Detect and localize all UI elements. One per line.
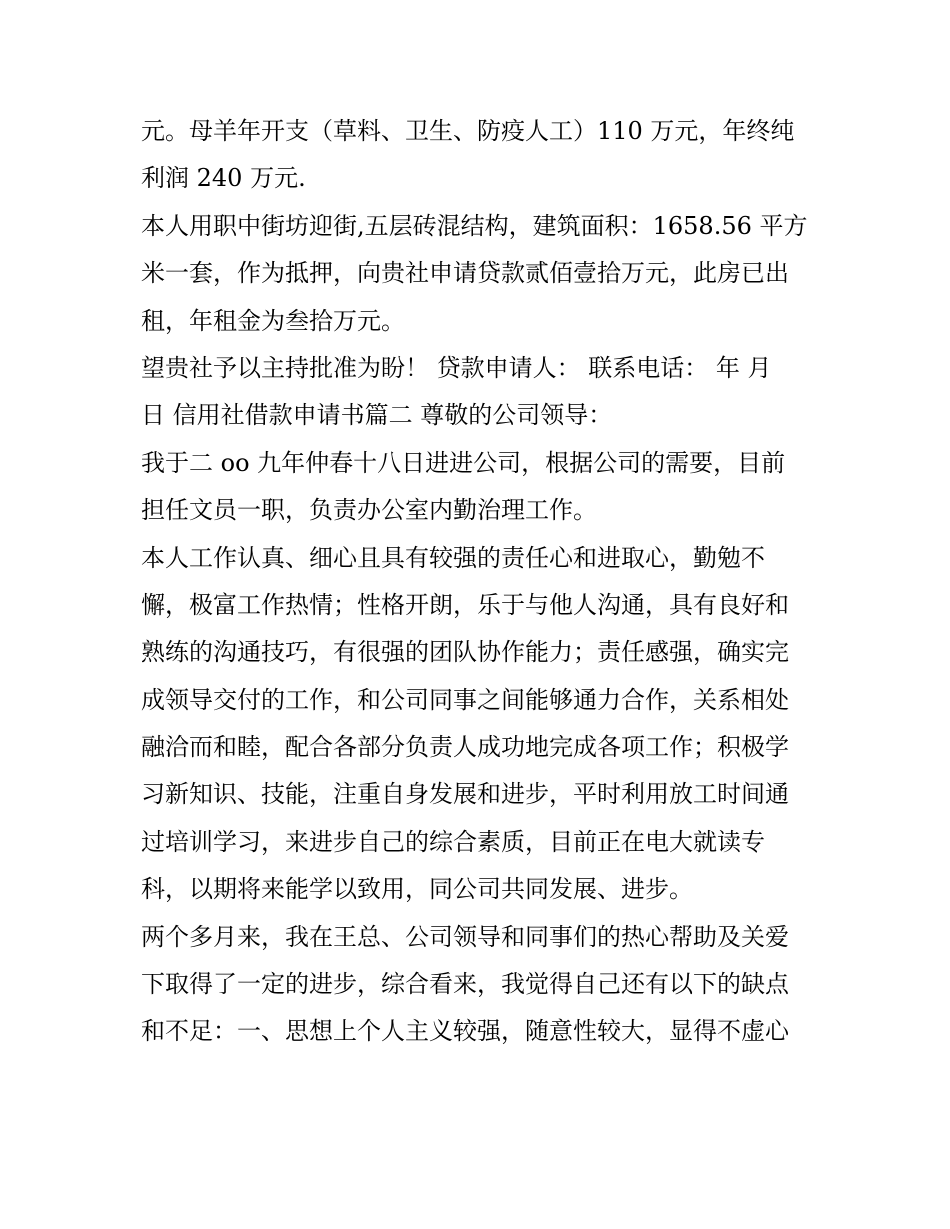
text-line: 米一套，作为抵押，向贵社申请贷款贰佰壹拾万元，此房已出 bbox=[141, 259, 789, 288]
text-line: 本人用职中街坊迎街,五层砖混结构，建筑面积：1658.56 平方 bbox=[141, 211, 808, 240]
text-line: 日 信用社借款申请书篇二 尊敬的公司领导： bbox=[141, 401, 613, 430]
text-line: 本人工作认真、细心且具有较强的责任心和进取心，勤勉不 bbox=[141, 543, 765, 572]
text-line: 融洽而和睦，配合各部分负责人成功地完成各项工作；积极学 bbox=[141, 733, 789, 762]
text-line: 和不足：一、思想上个人主义较强，随意性较大，显得不虚心 bbox=[141, 1017, 789, 1046]
document-body bbox=[141, 108, 821, 1056]
text-line: 成领导交付的工作，和公司同事之间能够通力合作，关系相处 bbox=[141, 685, 789, 714]
text-line: 懈，极富工作热情；性格开朗，乐于与他人沟通，具有良好和 bbox=[141, 590, 789, 619]
text-line: 担任文员一职，负责办公室内勤治理工作。 bbox=[141, 496, 597, 525]
text-line: 习新知识、技能，注重自身发展和进步，平时利用放工时间通 bbox=[141, 780, 789, 809]
text-line: 过培训学习，来进步自己的综合素质，目前正在电大就读专 bbox=[141, 827, 765, 856]
text-line: 熟练的沟通技巧，有很强的团队协作能力；责任感强，确实完 bbox=[141, 638, 789, 667]
text-line: 我于二 oo 九年仲春十八日进进公司，根据公司的需要，目前 bbox=[141, 448, 786, 477]
text-line: 望贵社予以主持批准为盼！ 贷款申请人： 联系电话： 年 月 bbox=[141, 353, 772, 382]
text-line: 元。母羊年开支（草料、卫生、防疫人工）110 万元，年终纯 bbox=[141, 117, 795, 145]
text-line: 下取得了一定的进步，综合看来，我觉得自己还有以下的缺点 bbox=[141, 970, 789, 999]
text-line: 利润 240 万元. bbox=[141, 164, 306, 193]
text-line: 租，年租金为叁拾万元。 bbox=[141, 306, 405, 335]
text-line: 两个多月来，我在王总、公司领导和同事们的热心帮助及关爱 bbox=[141, 922, 789, 951]
text-line: 科，以期将来能学以致用，同公司共同发展、进步。 bbox=[141, 875, 693, 904]
